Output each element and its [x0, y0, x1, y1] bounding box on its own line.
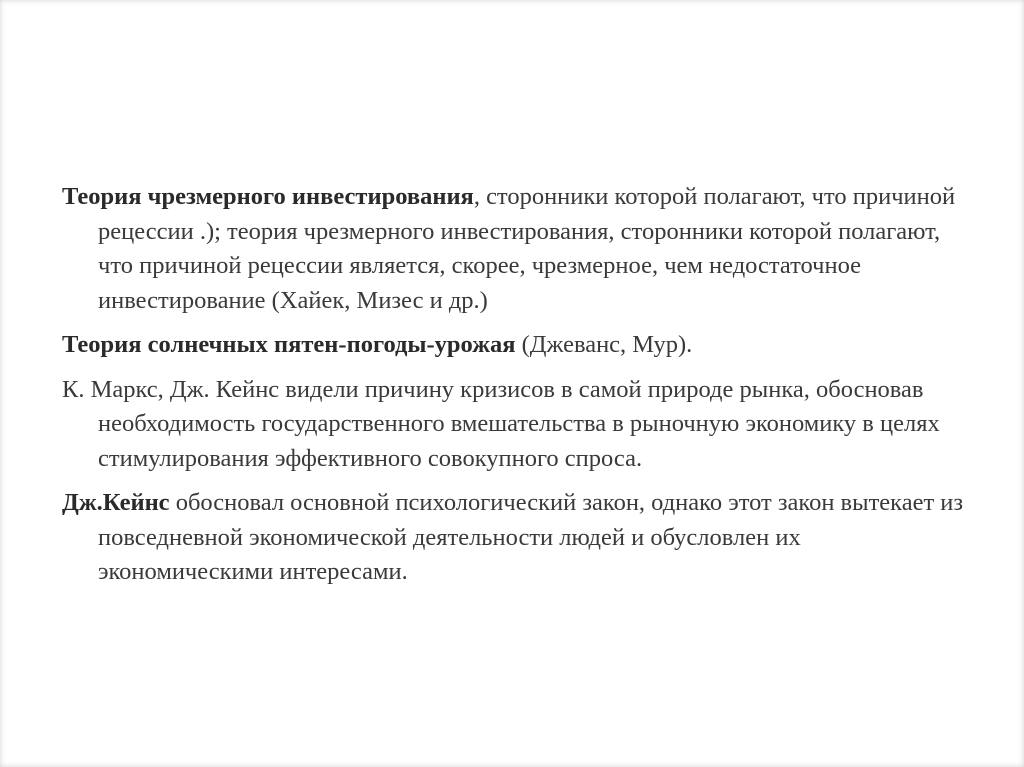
slide-body [62, 180, 972, 600]
term-sunspot-theory: Теория солнечных пятен-погоды-урожая [62, 331, 516, 358]
paragraph-marx-keynes [62, 373, 972, 477]
term-overinvestment-theory: Теория чрезмерного инвестирования [62, 183, 474, 210]
sunspot-theory-text: (Джеванс, Мур). [515, 331, 693, 358]
keynes-law-text: обосновал основной психологический закон, однако этот закон вытекает из повседневной экономической деятельности людей и обусловлен их экономическими интересами. [98, 489, 964, 585]
marx-keynes-text: К. Маркс, Дж. Кейнс видели причину кризисов в самой природе рынка, обосновав необходимость государственного вмешательства в рыночную экономику в целях стимулирования эффективного совокупного спроса. [62, 375, 940, 472]
paragraph-sunspot-theory [62, 328, 972, 363]
overinvestment-theory-text: , сторонники которой полагают, что причиной рецессии .); теория чрезмерного инвестирования, сторонники которой полагают, что причиной рецессии является, скорее, чрезмерное, чем недостаточное инвестирование (Хайек, Мизес и др.) [98, 183, 956, 314]
paragraph-keynes-law [62, 486, 972, 590]
term-keynes: Дж.Кейнс [62, 489, 170, 516]
paragraph-overinvestment-theory [62, 180, 972, 318]
